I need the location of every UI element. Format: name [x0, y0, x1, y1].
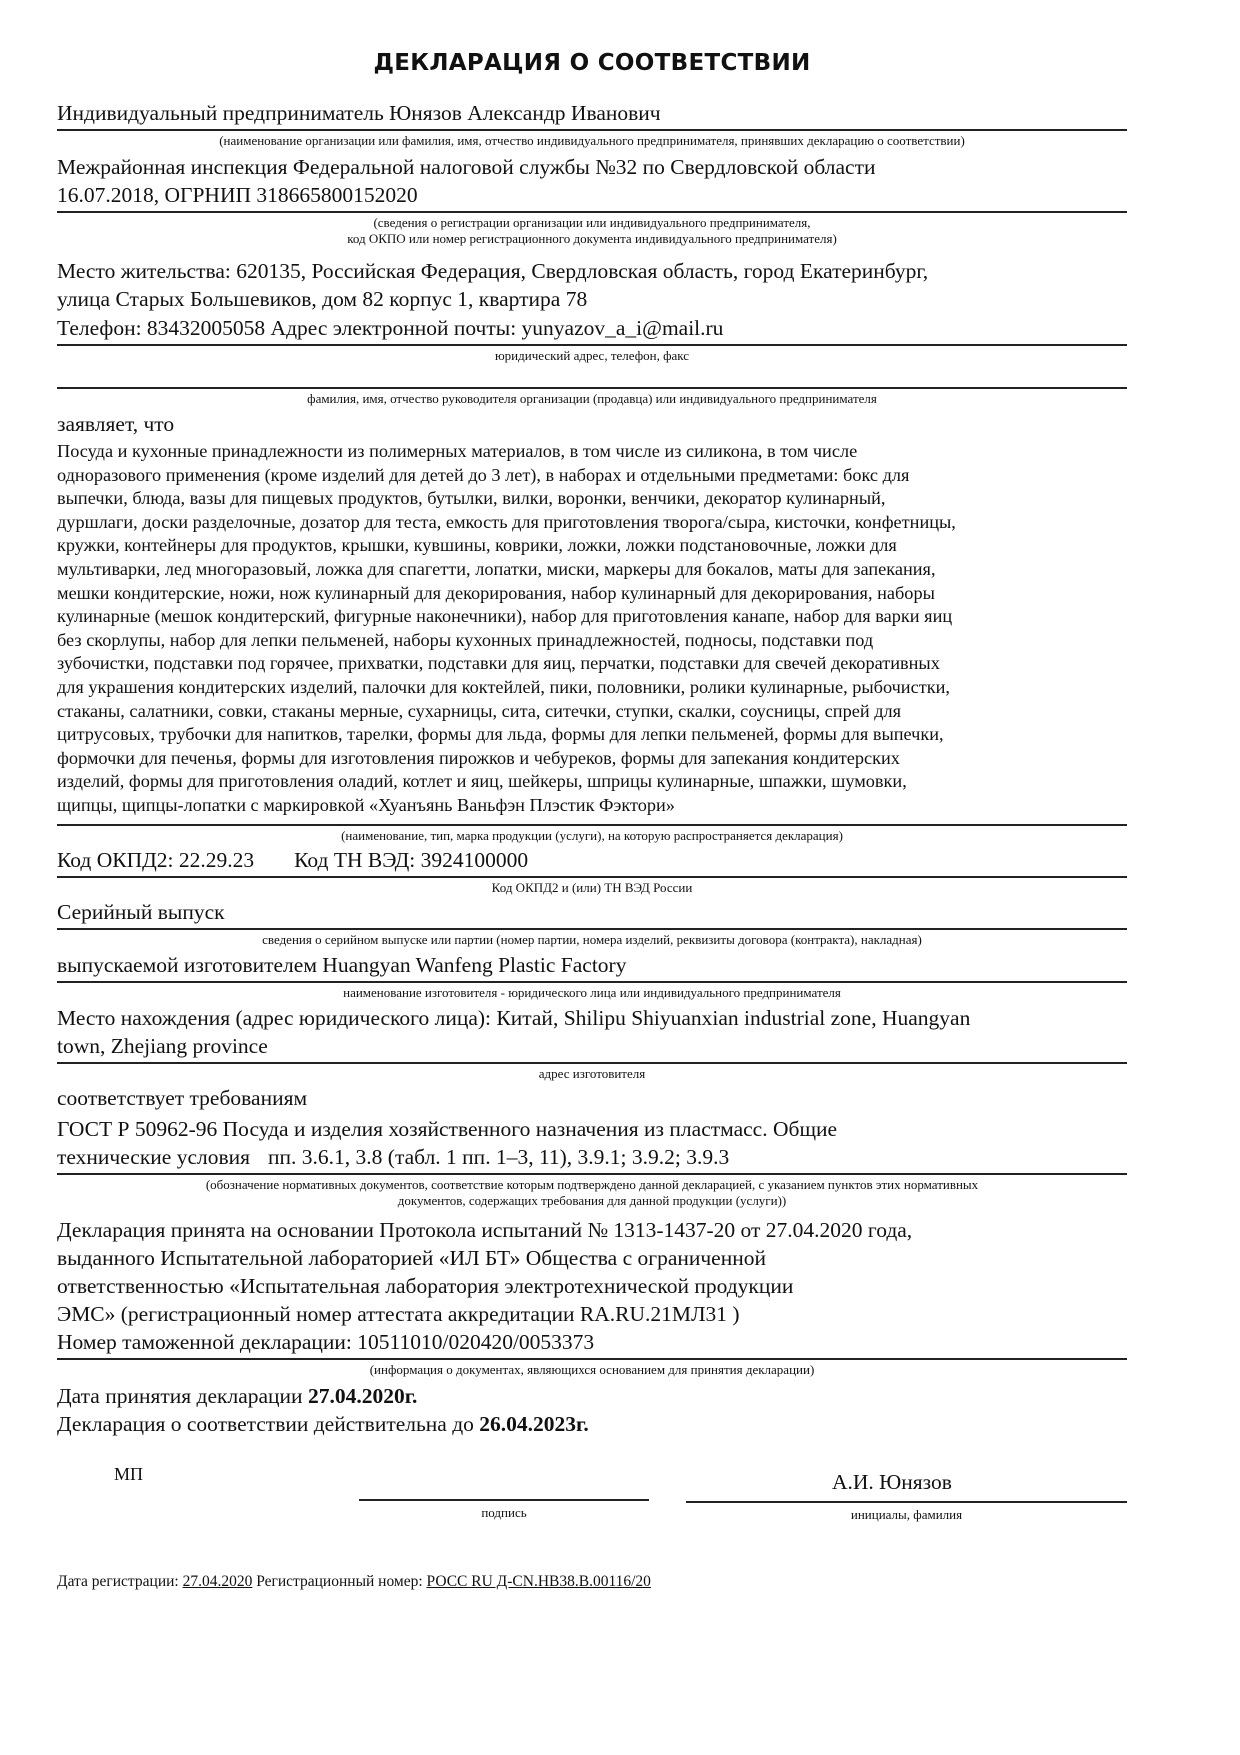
product-codes — [57, 846, 1127, 874]
basis-text: Декларация принята на основании Протокола испытаний № 1313-1437-20 от 27.04.2020 года, выданного Испытательной лабораторией «ИЛ БТ» Общества с ограниченной ответственностью «Испытательная лаборатория электротехнической продукции ЭМС» (регистрационный номер аттестата аккредитации RA.RU.21МЛ31 ) — [57, 1218, 913, 1326]
signature-line — [359, 1499, 649, 1501]
divider — [57, 928, 1127, 930]
serial-caption: сведения о серийном выпуске или партии (номер партии, номера изделий, реквизиты договора (контракта), накладная) — [262, 932, 922, 947]
okpd2-code: Код ОКПД2: 22.29.23 — [57, 848, 255, 872]
manufacturer-address-caption: адрес изготовителя — [538, 1066, 646, 1081]
product-caption: (наименование, тип, марка продукции (услуги), на которую распространяется декларация) — [341, 828, 843, 843]
registration-footer — [57, 1573, 651, 1591]
divider — [57, 1062, 1127, 1064]
name-caption: инициалы, фамилия — [850, 1507, 963, 1522]
registration-number-label: Регистрационный номер: — [252, 1573, 427, 1590]
document-title: ДЕКЛАРАЦИЯ О СООТВЕТСТВИИ — [373, 50, 811, 76]
divider — [57, 1358, 1127, 1360]
validity-date-label: Декларация о соответствии действительна до — [57, 1412, 480, 1436]
divider — [57, 824, 1127, 826]
validity-date-value: 26.04.2023г. — [479, 1412, 589, 1436]
standard-clauses: пп. 3.6.1, 3.8 (табл. 1 пп. 1–3, 11), 3.9.1; 3.9.2; 3.9.3 — [268, 1145, 730, 1169]
registration-caption: (сведения о регистрации организации или индивидуального предпринимателя, код ОКПО или номер регистрационного документа индивидуального предпринимателя) — [347, 215, 837, 246]
manufacturer-name: выпускаемой изготовителем Huangyan Wanfeng Plastic Factory — [57, 953, 627, 977]
declares-text: заявляет, что — [57, 412, 175, 436]
customs-declaration: Номер таможенной декларации: 10511010/020420/0053373 — [57, 1330, 595, 1354]
product-description: Посуда и кухонные принадлежности из полимерных материалов, в том числе из силикона, в том числе одноразового применения (кроме изделий для детей до 3 лет), в наборах и отдельными предметами: бокс для выпечки, блюда, вазы для пищевых продуктов, бутылки, вилки, воронки, венчики, декоратор кулинарный, дуршлаги, доски разделочные, дозатор для теста, емкость для приготовления творога/сыра, кисточки, конфетницы, кружки, контейнеры для продуктов, крышки, кувшины, коврики, ложки, ложки подстановочные, ложки для мультиварки, лед многоразовый, ложка для спагетти, лопатки, миски, маркеры для бокалов, маты для запекания, мешки кондитерские, ножи, нож кулинарный для декорирования, набор кулинарный для декорирования, наборы кулинарные (мешок кондитерский, фигурные наконечники), набор для приготовления канапе, набор для варки яиц без скорлупы, набор для лепки пельменей, наборы кухонных принадлежностей, подносы, подставки под зубочистки, подставки под горячее, прихватки, подставки для яиц, перчатки, подставки для свечей декоративных для украшения кондитерских изделий, палочки для коктейлей, пики, половники, ролики кулинарные, рыбочистки, стаканы, салатники, совки, стаканы мерные, сухарницы, сита, ситечки, ступки, скалки, соусницы, спрей для цитрусовых, трубочки для напитков, тарелки, формы для льда, формы для лепки пельменей, формы для выпечки, формочки для печенья, формы для изготовления пирожков и чебуреков, формы для запекания кондитерских изделий, формы для приготовления оладий, котлет и яиц, шейкеры, шприцы кулинарные, шпажки, шумовки, щипцы, щипцы-лопатки с маркировкой «Хуанъянь Ваньфэн Плэстик Фэктори» — [57, 441, 956, 815]
acceptance-date — [57, 1382, 1127, 1410]
divider — [57, 1173, 1127, 1175]
head-caption: фамилия, имя, отчество руководителя организации (продавца) или индивидуального предпринимателя — [307, 391, 877, 406]
complies-text: соответствует требованиям — [57, 1086, 308, 1110]
name-line — [686, 1501, 1127, 1503]
divider — [57, 344, 1127, 346]
address-caption: юридический адрес, телефон, факс — [494, 348, 690, 363]
standard-line-2 — [57, 1143, 1127, 1171]
residence-line-2: улица Старых Большевиков, дом 82 корпус 1, квартира 78 — [57, 287, 588, 311]
registration-line-1: Межрайонная инспекция Федеральной налоговой службы №32 по Свердловской области — [57, 155, 876, 179]
divider — [57, 129, 1127, 131]
registration-line-2: 16.07.2018, ОГРНИП 318665800152020 — [57, 183, 418, 207]
stamp-placeholder: МП — [114, 1464, 144, 1484]
residence-line-1: Место жительства: 620135, Российская Федерация, Свердловская область, город Екатеринбург, — [57, 259, 929, 283]
contacts: Телефон: 83432005058 Адрес электронной почты: yunyazov_a_i@mail.ru — [57, 316, 724, 340]
registration-date-label: Дата регистрации: — [57, 1573, 183, 1590]
applicant-name: Индивидуальный предприниматель Юнязов Александр Иванович — [57, 101, 661, 125]
codes-caption: Код ОКПД2 и (или) ТН ВЭД России — [491, 880, 693, 895]
signatory-name: А.И. Юнязов — [832, 1470, 952, 1494]
serial-release: Серийный выпуск — [57, 900, 225, 924]
registration-date: 27.04.2020 — [182, 1573, 253, 1590]
standard-caption: (обозначение нормативных документов, соответствие которым подтверждено данной декларацией, с указанием пунктов этих нормативных документов, содержащих требования для данной продукции (услуги)) — [205, 1177, 979, 1208]
divider — [57, 387, 1127, 389]
divider — [57, 981, 1127, 983]
registration-number: РОСС RU Д-CN.НВ38.В.00116/20 — [426, 1573, 651, 1590]
manufacturer-address-line-1: Место нахождения (адрес юридического лица): Китай, Shilipu Shiyuanxian industrial zone, Huangyan — [57, 1006, 971, 1030]
standard-line-1: ГОСТ Р 50962-96 Посуда и изделия хозяйственного назначения из пластмасс. Общие — [57, 1117, 838, 1141]
manufacturer-address-line-2: town, Zhejiang province — [57, 1034, 268, 1058]
basis-caption: (информация о документах, являющихся основанием для принятия декларации) — [369, 1362, 815, 1377]
declaration-page — [57, 0, 1127, 1755]
acceptance-date-value: 27.04.2020г. — [307, 1384, 418, 1408]
divider — [57, 211, 1127, 213]
signature-caption: подпись — [481, 1505, 527, 1520]
manufacturer-caption: наименование изготовителя - юридического лица или индивидуального предпринимателя — [343, 985, 841, 1000]
applicant-name-caption: (наименование организации или фамилия, имя, отчество индивидуального предпринимателя, принявших декларацию о соответствии) — [219, 133, 965, 148]
standard-line-2-title: технические условия — [57, 1145, 251, 1169]
validity-date — [57, 1410, 1127, 1438]
acceptance-date-label: Дата принятия декларации — [57, 1384, 308, 1408]
tnved-code: Код ТН ВЭД: 3924100000 — [294, 848, 529, 872]
divider — [57, 876, 1127, 878]
